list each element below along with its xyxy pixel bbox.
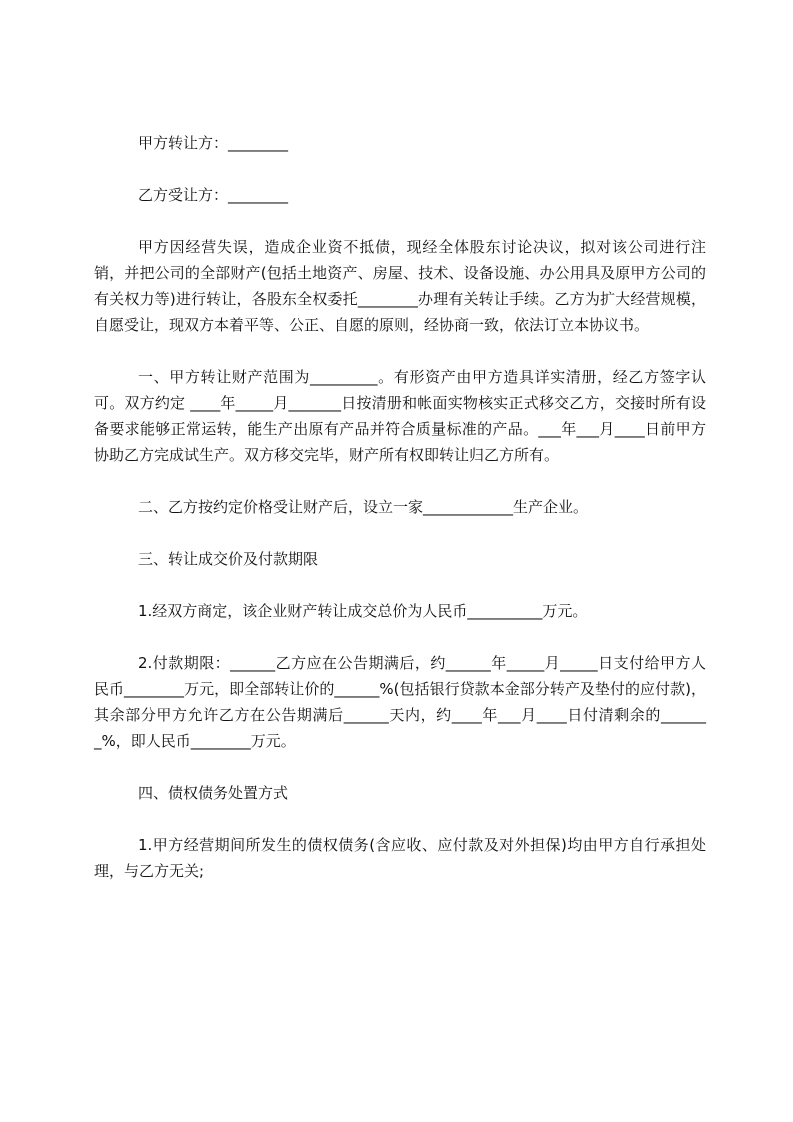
- clause-3-heading: 三、转让成交价及付款期限: [138, 550, 319, 568]
- clause-2-paragraph: 二、乙方按约定价格受让财产后，设立一家____________生产企业。: [138, 498, 589, 516]
- clause-3-1-paragraph: 1.经双方商定，该企业财产转让成交总价为人民币__________万元。: [138, 602, 588, 620]
- clause-4-heading: 四、债权债务处置方式: [138, 784, 289, 802]
- clause-1-paragraph: 一、甲方转让财产范围为_________。有形资产由甲方造具详实清册，经乙方签字认可。双方约定 ____年_____月_______日按清册和帐面实物核实正式移交乙方，交接时所有设备要求能够正常运转，能生产出原有产品并符合质量标准的产品。___年___月____日前甲方协助乙方完成试生产。双方移交完毕，财产所有权即转让归乙方所有。: [94, 368, 706, 464]
- party-b-line: 乙方受让方：________: [138, 186, 289, 204]
- party-a-line: 甲方转让方：________: [138, 134, 289, 152]
- document-page: [94, 130, 706, 910]
- preamble-paragraph: 甲方因经营失误，造成企业资不抵债，现经全体股东讨论决议，拟对该公司进行注销，并把公司的全部财产(包括土地资产、房屋、技术、设备设施、办公用具及原甲方公司的有关权力等)进行转让，各股东全权委托________办理有关转让手续。乙方为扩大经营规模，自愿受让，现双方本着平等、公正、自愿的原则，经协商一致，依法订立本协议书。: [94, 238, 706, 334]
- clause-4-1-paragraph: 1.甲方经营期间所发生的债权债务(含应收、应付款及对外担保)均由甲方自行承担处理，与乙方无关;: [94, 836, 706, 880]
- clause-3-2-paragraph: 2.付款期限：______乙方应在公告期满后，约______年_____月_____日支付给甲方人民币________万元，即全部转让价的______%(包括银行贷款本金部分转产及垫付的应付款)，其余部分甲方允许乙方在公告期满后______天内，约____年___月____日付清剩余的_______%，即人民币________万元。: [94, 654, 706, 750]
